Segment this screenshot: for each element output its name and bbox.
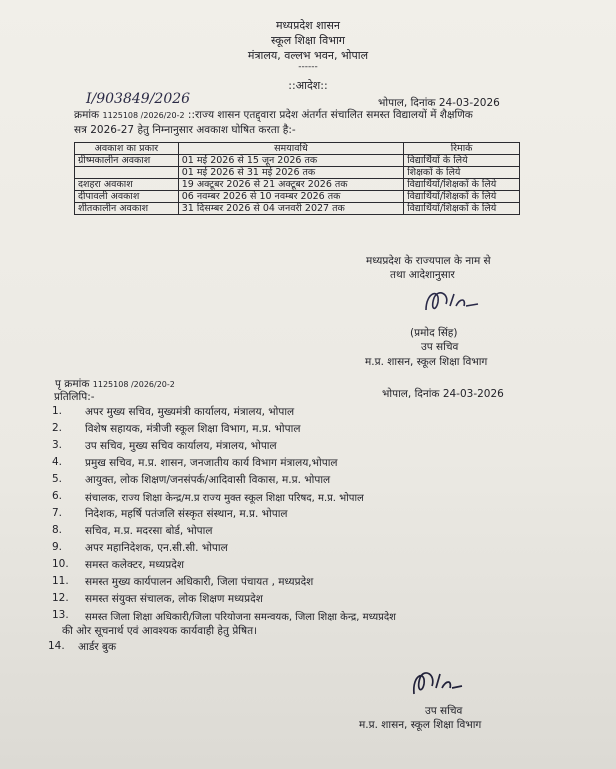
leave-table	[74, 142, 520, 215]
list-item-number: 3.	[52, 439, 63, 451]
leave-type-cell: दीपावली अवकाश	[75, 191, 179, 203]
authority-line1: मध्यप्रदेश के राज्यपाल के नाम से	[366, 255, 491, 267]
table-row	[75, 191, 520, 203]
department-name: स्कूल शिक्षा विभाग	[271, 34, 345, 47]
list-item-number: 6.	[52, 490, 63, 502]
leave-remark-cell: शिक्षकों के लिये	[404, 167, 520, 179]
leave-type-cell	[75, 167, 179, 179]
list-item-number: 4.	[52, 456, 63, 468]
column-header-remark: रिमार्क	[404, 143, 520, 155]
table-row	[75, 179, 520, 191]
kramank-number: 1125108 /2026/20-2	[102, 111, 185, 120]
list-item: समस्त जिला शिक्षा अधिकारी/जिला परियोजना समन्वयक, जिला शिक्षा केन्द्र, मध्यप्रदेश	[85, 612, 396, 623]
list-item: आर्डर बुक	[78, 641, 117, 653]
forward-line: की ओर सूचनार्थ एवं आवश्यक कार्यवाही हेतु प्रेषित।	[62, 625, 258, 637]
list-item: विशेष सहायक, मंत्रीजी स्कूल शिक्षा विभाग, म.प्र. भोपाल	[85, 423, 301, 435]
column-header-period: समयावधि	[178, 143, 403, 155]
list-item: निदेशक, महर्षि पतंजलि संस्कृत संस्थान, म.प्र. भोपाल	[85, 508, 288, 520]
list-item: अपर महानिदेशक, एन.सी.सी. भोपाल	[85, 542, 228, 554]
list-item-number: 5.	[52, 473, 63, 485]
header-dashes: ------	[298, 62, 318, 72]
leave-table-header	[75, 143, 520, 155]
list-item: समस्त संयुक्त संचालक, लोक शिक्षण मध्यप्रदेश	[85, 593, 263, 605]
leave-remark-cell: विद्यार्थियों के लिये	[404, 155, 520, 167]
kramank-label: क्रमांक	[74, 109, 100, 121]
leave-period-cell: 19 अक्टूबर 2026 से 21 अक्टूबर 2026 तक	[178, 179, 403, 191]
list-item-number: 14.	[48, 640, 65, 652]
authority-line2: तथा आदेशानुसार	[390, 269, 455, 281]
table-row	[75, 167, 520, 179]
list-item-number: 1.	[52, 405, 63, 417]
list-item: संचालक, राज्य शिक्षा केन्द्र/म.प्र राज्य मुक्त स्कूल शिक्षा परिषद, म.प्र. भोपाल	[85, 493, 364, 504]
leave-period-cell: 01 मई 2026 से 15 जून 2026 तक	[178, 155, 403, 167]
leave-remark-cell: विद्यार्थियों/शिक्षकों के लिये	[404, 179, 520, 191]
order-place-date: भोपाल, दिनांक 24-03-2026	[378, 97, 500, 109]
column-header-type: अवकाश का प्रकार	[75, 143, 179, 155]
order-body-line1: ::राज्य शासन एतद्द्वारा प्रदेश अंतर्गत संचालित समस्त विद्यालयों में शैक्षणिक	[187, 109, 473, 121]
signatory2-designation: उप सचिव	[425, 705, 463, 717]
signature-mark	[420, 284, 480, 318]
list-item: समस्त कलेक्टर, मध्यप्रदेश	[85, 559, 184, 571]
pratilipi-label: प्रतिलिपि:-	[54, 391, 95, 403]
signature-mark	[408, 664, 464, 700]
signatory-name: (प्रमोद सिंह)	[410, 327, 458, 339]
list-item-number: 13.	[52, 609, 69, 621]
list-item-number: 9.	[52, 541, 63, 553]
order-body-line2: सत्र 2026-27 हेतु निम्नानुसार अवकाश घोषित करता है:-	[74, 124, 296, 136]
list-item-number: 11.	[52, 575, 69, 587]
leave-period-cell: 31 दिसम्बर 2026 से 04 जनवरी 2027 तक	[178, 203, 403, 215]
list-item-number: 2.	[52, 422, 63, 434]
order-title: ::आदेश::	[288, 79, 328, 92]
list-item: उप सचिव, मुख्य सचिव कार्यालय, मंत्रालय, भोपाल	[85, 440, 277, 452]
pu-kramank-label: पृ क्रमांक	[55, 378, 90, 390]
leave-period-cell: 01 मई 2026 से 31 मई 2026 तक	[178, 167, 403, 179]
leave-type-cell: दशहरा अवकाश	[75, 179, 179, 191]
table-row	[75, 203, 520, 215]
list-item: आयुक्त, लोक शिक्षण/जनसंपर्क/आदिवासी विकास, म.प्र. भोपाल	[85, 474, 331, 486]
signatory-office: म.प्र. शासन, स्कूल शिक्षा विभाग	[365, 356, 488, 368]
leave-type-cell: ग्रीष्मकालीन अवकाश	[75, 155, 179, 167]
address: मंत्रालय, वल्लभ भवन, भोपाल	[247, 49, 369, 62]
list-item: सचिव, म.प्र. मदरसा बोर्ड, भोपाल	[85, 525, 213, 537]
signatory2-office: म.प्र. शासन, स्कूल शिक्षा विभाग	[359, 719, 482, 731]
list-item-number: 8.	[52, 524, 63, 536]
list-item: अपर मुख्य सचिव, मुख्यमंत्री कार्यालय, मंत्रालय, भोपाल	[85, 406, 295, 418]
copy-number-line	[55, 377, 175, 391]
leave-type-cell: शीतकालीन अवकाश	[75, 203, 179, 215]
handwritten-inward-number: I/903849/2026	[86, 91, 191, 107]
list-item-number: 10.	[52, 558, 69, 570]
list-item: समस्त मुख्य कार्यपालन अधिकारी, जिला पंचायत , मध्यप्रदेश	[85, 576, 314, 588]
list-item: प्रमुख सचिव, म.प्र. शासन, जनजातीय कार्य विभाग मंत्रालय,भोपाल	[85, 457, 338, 469]
copy-place-date: भोपाल, दिनांक 24-03-2026	[382, 388, 504, 400]
table-row	[75, 155, 520, 167]
order-number-line	[74, 108, 473, 122]
list-item-number: 12.	[52, 592, 69, 604]
leave-period-cell: 06 नवम्बर 2026 से 10 नवम्बर 2026 तक	[178, 191, 403, 203]
list-item-number: 7.	[52, 507, 63, 519]
pu-kramank-number: 1125108 /2026/20-2	[92, 380, 175, 389]
leave-remark-cell: विद्यार्थियों/शिक्षकों के लिये	[404, 191, 520, 203]
leave-remark-cell: विद्यार्थियों/शिक्षकों के लिये	[404, 203, 520, 215]
govt-title: मध्यप्रदेश शासन	[275, 19, 341, 32]
signatory-designation: उप सचिव	[421, 341, 459, 353]
